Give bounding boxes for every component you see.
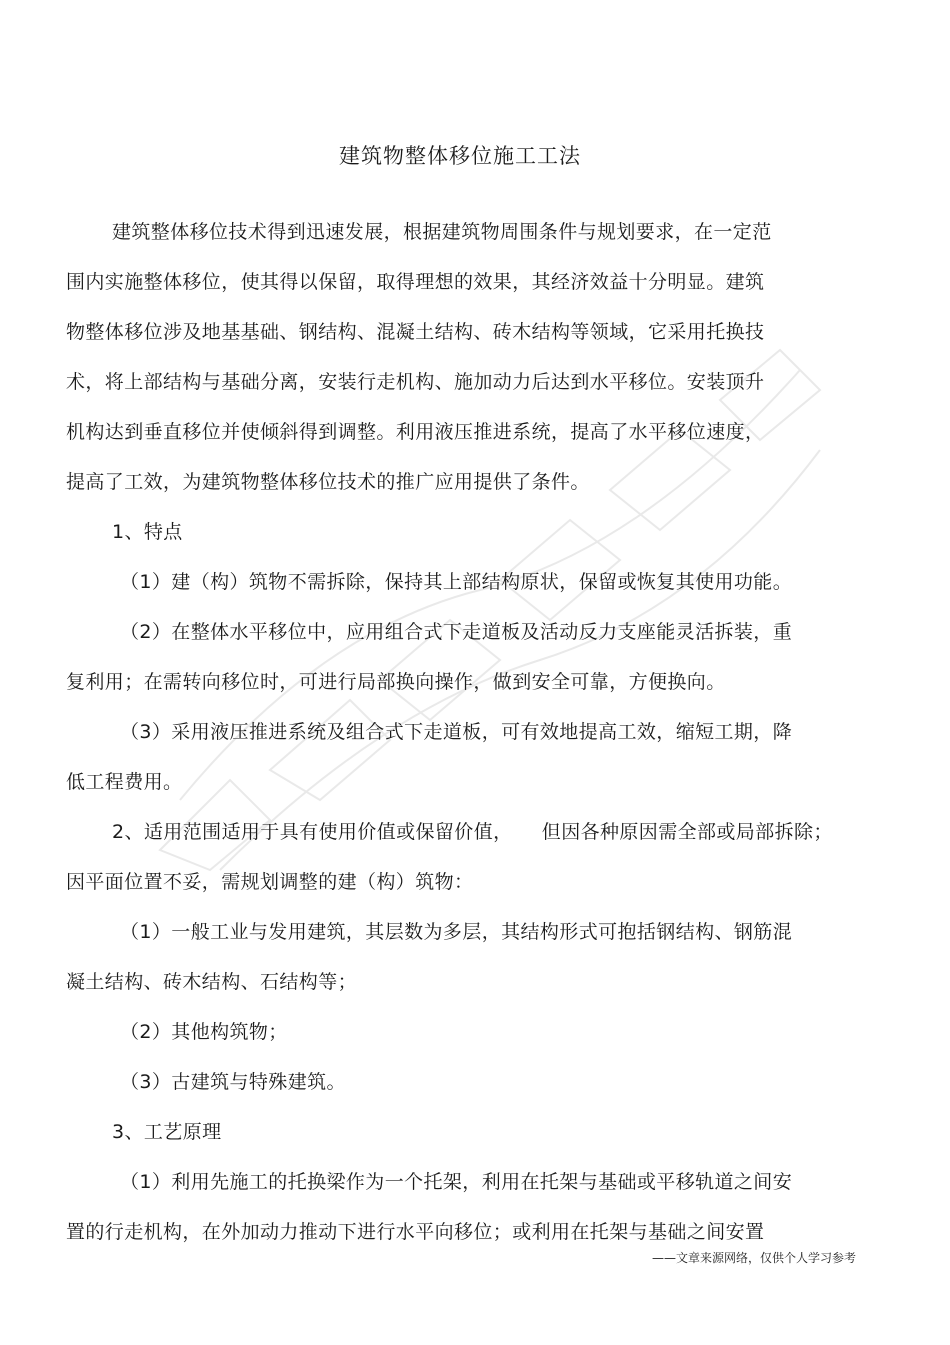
list-item: （3）古建筑与特殊建筑。 [120, 1071, 346, 1093]
paragraph-line: 因平面位置不妥，需规划调整的建（构）筑物： [66, 871, 474, 893]
list-item-continuation: 复利用；在需转向移位时，可进行局部换向操作，做到安全可靠，方便换向。 [66, 671, 726, 693]
paragraph-line: 建筑整体移位技术得到迅速发展，根据建筑物周围条件与规划要求，在一定范 [112, 221, 772, 243]
footer-source-note: ——文章来源网络，仅供个人学习参考 [651, 1251, 856, 1265]
paragraph-line: 提高了工效，为建筑物整体移位技术的推广应用提供了条件。 [66, 471, 590, 493]
paragraph-line: 围内实施整体移位，使其得以保留，取得理想的效果，其经济效益十分明显。建筑 [66, 271, 765, 293]
list-item: （1）利用先施工的托换梁作为一个托架，利用在托架与基础或平移轨道之间安 [120, 1171, 793, 1193]
list-item-continuation: 凝土结构、砖木结构、石结构等； [66, 971, 358, 993]
list-item-continuation: 置的行走机构，在外加动力推动下进行水平向移位；或利用在托架与基础之间安置 [66, 1221, 765, 1243]
list-item: （1）一般工业与发用建筑，其层数为多层，其结构形式可抱括钢结构、钢筋混 [120, 921, 793, 943]
section-heading: 3、工艺原理 [112, 1121, 222, 1143]
paragraph-line: 术，将上部结构与基础分离，安装行走机构、施加动力后达到水平移位。安装顶升 [66, 371, 765, 393]
list-item: （2）其他构筑物； [120, 1021, 288, 1043]
paragraph-line: 机构达到垂直移位并使倾斜得到调整。利用液压推进系统，提高了水平移位速度， [66, 421, 765, 443]
paragraph-line: 物整体移位涉及地基基础、钢结构、混凝土结构、砖木结构等领域，它采用托换技 [66, 321, 765, 343]
section-heading: 2、适用范围适用于具有使用价值或保留价值， 但因各种原因需全部或局部拆除； [112, 821, 833, 843]
section-heading: 1、特点 [112, 521, 183, 543]
watermark-graphic [120, 330, 840, 890]
list-item: （3）采用液压推进系统及组合式下走道板，可有效地提高工效，缩短工期，降 [120, 721, 793, 743]
list-item: （2）在整体水平移位中，应用组合式下走道板及活动反力支座能灵活拆装，重 [120, 621, 793, 643]
document-title: 建筑物整体移位施工工法 [339, 144, 581, 168]
list-item: （1）建（构）筑物不需拆除，保持其上部结构原状，保留或恢复其使用功能。 [120, 571, 793, 593]
list-item-continuation: 低工程费用。 [66, 771, 183, 793]
